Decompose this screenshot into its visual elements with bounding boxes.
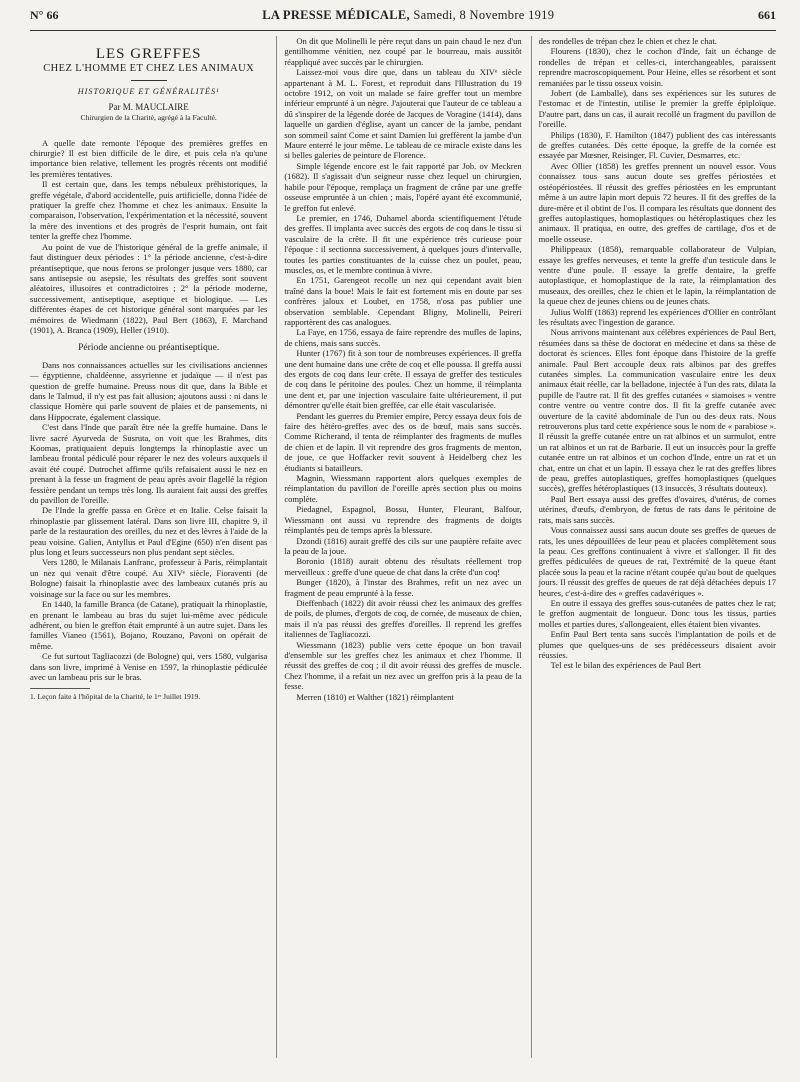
paragraph: Enfin Paul Bert tenta sans succès l'implantation de poils et de plumes que quelques-uns de ses prédécesseurs disaient avoir réussies. [538,629,776,660]
paragraph: De l'Inde la greffe passa en Grèce et en Italie. Celse faisait la rhinoplastie par glissement latéral. Dans son livre III, chapitre 9, il parle de la restauration des oreilles, du nez et des lèvres à l'aide de la peau voisine. Galien, Antyllus et Paul d'Egine (650) n'en disent pas plus long et leurs successeurs non plus pendant sept siècles. [30,505,268,558]
paragraph: A quelle date remonte l'époque des premières greffes en chirurgie? Il est bien difficile de le dire, et puis cela n'a qu'une importance bien relative, tellement les progrès récents ont modifié les premières tentatives. [30,137,268,179]
footnote: 1. Leçon faite à l'hôpital de la Charité, le 1ᵉʳ Juillet 1919. [30,692,201,702]
paragraph: Vers 1280, le Milanais Lanfranc, professeur à Paris, réimplantait un nez qui venait d'être coupé. Au XIVᵉ siècle, Fioraventi (de Bologne) faisait la rhinoplastie avec des lambeaux cutanés pris au voisinage sur la face ou sur les membres. [30,557,268,599]
paragraph: Merren (1810) et Walther (1821) réimplantent [296,691,454,702]
column-1 [30,36,267,1058]
paragraph: En outre il essaya des greffes sous-cutanées de pattes chez le rat; le greffon augmentait de longueur. Donc tous les tissus, parties molles et parties dures, s'allongeaient, elles étaient bien vivantes. [538,597,776,629]
paragraph: Nous arrivons maintenant aux célèbres expériences de Paul Bert, résumées dans sa thèse de doctorat en médecine et dans sa thèse de doctorat ès sciences. Elles font époque dans l'histoire de la greffe animale. Paul Bert accouple deux rats albinos par des greffes cutanées simples. La communication vasculaire entre les deux animaux était réelle, car la belladone, injectée à l'un des rats, dilata la pupille de l'autre rat. Il fit des greffes cutanées « siamoises » ventre contre ventre ou ventre contre dos. Il fit la greffe cutanée avec ouverture de la cavité abdominale de l'un ou des deux rats. Nous retrouverons plus tard cette expérience sous le nom de « parabiose ». Il réussit la greffe cutanée entre un rat albinos et un surmulot, entre un rat albinos et un rat de Barbarie. Il eut un insuccès pour la greffe cutanée entre un rat albinos et un cochon d'Inde, entre un rat et un chat, entre un chat et un lapin. Il essaya chez le rat des greffes libres de peau, greffes autoplastiques, greffes homoplastiques (quelques succès), greffes hétéroplastiques (13 insuccès, 3 résultats douteux). [538,327,776,494]
paragraph: Avec Ollier (1858) les greffes prennent un nouvel essor. Vous connaissez tous sans aucun doute ses greffes périostées et ostéopériostées. Il réussit des greffes périostées en les empruntant même à un autre lapin mort depuis 72 heures. Il fit des greffes de la dure-mère et il obtint de l'os. Il compara les résultats que donnent des greffes autoplastiques, homoplastiques ou hétéroplastiques chez les animaux. Il pratiqua, en outre, des greffes de cartilage, d'os et de moelle osseuse. [538,160,776,244]
author-name: Par M. MAUCLAIRE [108,101,189,112]
paragraph: Bunger (1820), à l'instar des Brahmes, refit un nez avec un fragment de peau emprunté à la fesse. [284,577,522,598]
issue-number: N° 66 [30,8,59,22]
article-subtitle: CHEZ L'HOMME ET CHEZ LES ANIMAUX [43,63,255,74]
footnote-rule [30,688,90,689]
paragraph: Tel est le bilan des expériences de Paul Bert [550,660,701,671]
paragraph: Jobert (de Lamballe), dans ses expériences sur les sutures de l'estomac et de l'intestin, utilise le premier la greffe épiploïque. D'autre part, dans un cas, il aurait recollé un fragment du pavillon de l'oreille. [538,88,776,130]
section-heading: Période ancienne ou préantiseptique. [78,342,220,354]
journal-title [262,8,554,23]
text-columns [30,36,776,1058]
masthead [30,8,776,31]
paragraph: En 1751, Garengeot recolle un nez qui cependant avait bien traîné dans la boue! Mais le fait est fortement mis en doute par ses confrères jaloux et Loubet, en 1758, n'osa pas publier une observation semblable. Cependant Bligny, Molinelli, Peireri rapportèrent des cas analogues. [284,275,522,327]
column-3 [531,36,776,1058]
issue-date: Samedi, 8 Novembre 1919 [413,8,555,22]
paragraph: La Faye, en 1756, essaya de faire reprendre des mufles de lapins, de chiens, mais sans succès. [284,327,522,348]
paragraph: Hunter (1767) fit à son tour de nombreuses expériences. Il greffa une dent humaine dans une crête de coq et elle poussa. Il greffa aussi des ergots de coq dans leur crête. Il essaya de greffer des testicules de coq dans le péritoine des poules. Chez un homme, il réimplanta une dent et, par une injection vasculaire faite ultérieurement, il put démontrer qu'elle était bien greffée, car elle était vascularisée. [284,348,522,411]
paragraph: Il est certain que, dans les temps nébuleux préhistoriques, la greffe végétale, d'abord accidentelle, puis artificielle, donna l'idée de pratiquer la greffe chez l'homme et chez les animaux. Ensuite la comparaison, l'observation, l'expérimentation et la nécessité, souvent la mère des inventions et des progrès de l'esprit humain, ont fait tenter la greffe chez l'homme. [30,179,268,242]
journal-name: LA PRESSE MÉDICALE, [262,8,410,22]
article-title: LES GREFFES [95,46,202,62]
page-number: 661 [758,8,776,22]
paragraph: Le premier, en 1746, Duhamel aborda scientifiquement l'étude des greffes. Il implanta avec succès des ergots de coq dans le tissu si vasculaire de la crête. Il fit une expérience très curieuse pour l'époque : il sectionna successivement, à quelques jours d'intervalle, toutes les parties constituantes de la cuisse chez un poulet, peau, muscles, os, et le membre continua à vivre. [284,212,522,275]
paragraph: Wiessmann (1823) publie vers cette époque un bon travail d'ensemble sur les greffes chez les animaux et chez l'homme. Il réussit des greffes de coq ; il dit avoir réussi des greffes de muscle. Chez l'homme, il a refait un nez avec un greffon pris à la peau de la fesse. [284,639,522,692]
paragraph: Ce fut surtout Tagliacozzi (de Bologne) qui, vers 1580, vulgarisa dans son livre, imprimé à Venise en 1597, la rhinoplastie pédiculée avec un lambeau pris sur le bras. [30,651,268,682]
paragraph: Dans nos connaissances actuelles sur les civilisations anciennes — égyptienne, chaldéenne, assyrienne et judaïque — il n'est pas question de greffe humaine. Preuss nous dit que, dans la Bible et dans le Talmud, il n'y est pas fait allusion; ajoutons aussi : ni dans le classique Homère qui parle souvent de plaies et de pansements, ni dans Hippocrate, également classique. [30,359,268,422]
paragraph: Flourens (1830), chez le cochon d'Inde, fait un échange de rondelles de trépan et celles-ci, interchangeables, paraissent reprendre macroscopiquement. Pour Heine, elles se résorbent et sont remaniées par le tissu osseux voisin. [538,46,776,88]
paragraph: Au point de vue de l'historique général de la greffe animale, il faut distinguer deux périodes : 1° la période ancienne, c'est-à-dire préantiseptique, que nous ferons se prolonger jusque vers 1880, car sans antisepsie ou asepsie, les résultats des greffes sont souvent aléatoires, illusoires et contradictoires ; 2° la période moderne, successivement, antiseptique, aseptique et biologique. — Les différentes étapes de cet historique général sont marquées par les mémoires de Wiedmann (1822), Paul Bert (1863), F. Marchand (1901), A. Branca (1909), Heller (1910). [30,241,268,335]
paragraph: des rondelles de trépan chez le chien et chez le chat. [538,36,717,46]
author-affiliation: Chirurgien de la Charité, agrégé à la Faculté. [80,113,217,123]
paragraph: Vous connaissez aussi sans aucun doute ses greffes de queues de rats, les unes dépouillées de leur peau et placées complètement sous la peau. Ces greffons continuaient à vivre et s'allonger. Il fit des greffes pédiculées de queues de rat, l'extrémité de la queue étant placée sous la peau et la racine n'étant coupée qu'au bout de quelques jours. Il réussit des greffes de queues de rat déjà détachées depuis 17 heures, c'est-à-dire des « greffes cadavériques ». [538,525,776,598]
paragraph: Boronio (1818) aurait obtenu des résultats réellement trop merveilleux : greffe d'une queue de chat dans la crête d'un coq! [284,556,522,577]
paragraph: En 1440, la famille Branca (de Catane), pratiquait la rhinoplastie, en prenant le lambeau au bras du sujet lui-même avec pédicule adhérent, ou bien le greffon était emprunté à un autre sujet. Dans les familles Vianeo (1561), Bojano, Rouzano, Pavoni on opérait de même. [30,599,268,651]
paragraph: Laissez-moi vous dire que, dans un tableau du XIVᵉ siècle appartenant à M. L. Forest, et reproduit dans l'Illustration du 19 octobre 1912, on voit un malade se faire greffer tout un membre inférieur emprunté à un nègre. J'ajouterai que l'auteur de ce tableau a dû s'inspirer de la légende dorée de Jacques de Voragine (1414), dans laquelle un gardien d'église, ayant un cancer de la jambe, pendant son sommeil saint Come et saint Damien lui greffèrent la jambe d'un Maure enterré le jour même. Le tableau de ce miracle existe dans les si belles galeries de peinture de Florence. [284,67,522,161]
paragraph: On dit que Molinelli le père reçut dans un pain chaud le nez d'un gentilhomme vénitien, nez coupé par le bourreau, mais aussitôt réappliqué avec succès par le chirurgien. [284,36,522,67]
paragraph: C'est dans l'Inde que paraît être née la greffe humaine. Dans le livre sacré Ayurveda de Susruta, on voit que les Brahmes, dits Koomas, pratiquaient depuis longtemps la rhinoplastie avec un lambeau frontal pédiculé pour réparer le nez des voleurs auxquels il avait été coupé. Dutrochet affirme qu'ils refaisaient aussi le nez en prenant à la fesse un fragment de peau après avoir flagellé la région fessière pendant un temps très long. Ils auraient fait aussi des greffes du pavillon de l'oreille. [30,422,268,506]
paragraph: Dieffenbach (1822) dit avoir réussi chez les animaux des greffes de poils, de plumes, d'ergots de coq, de cornée, de museaux de chien, mais il n'a pas réussi des greffes d'oreilles. Il reprend les greffes italiennes de Tagliacozzi. [284,597,522,640]
newspaper-page [10,0,790,1062]
paragraph: Pendant les guerres du Premier empire, Percy essaya deux fois de faire des hétéro-greffes avec des os de bœuf, mais sans succès. Comme Richerand, il tenta de réimplanter des fragments de mufles de chien et de lapin. Il vit reprendre des gros fragments de menton, de joue, ce que Hoffacker revit souvent à Heidelberg chez les étudiants si batailleurs. [284,410,522,473]
title-rule [131,80,167,81]
paragraph: Philippeaux (1858), remarquable collaborateur de Vulpian, essaye les greffes nerveuses, et tente la greffe d'un testicule dans le ventre d'une poule. Il essaye la greffe dentaire, la greffe autoplastique, et homoplastique de la rate, la réimplantation des museaux, des oreilles, chez le chien et le lapin, la réimplantation de la queue chez de jeunes chiens ou de jeunes chats. [538,244,776,307]
paragraph: Piedagnel, Espagnol, Bossu, Hunter, Fleurant, Balfour, Wiessmann ont aussi vu reprendre des fragments de doigts réimplantés peu de temps après la blessure. [284,504,522,536]
paragraph: Simple légende encore est le fait rapporté par Job. ov Meckren (1682). Il s'agissait d'un seigneur russe chez lequel un chirurgien, habile pour l'époque, remplaça un fragment de crâne par une greffe osseuse empruntée à un chien ; mais, l'opéré ayant été excommunié, le greffon fut enlevé. [284,160,522,213]
paragraph: Magnin, Wiessmann rapportent alors quelques exemples de réimplantation du pavillon de l'oreille après section plus ou moins complète. [284,473,522,504]
column-2 [276,36,521,1058]
paragraph: Paul Bert essaya aussi des greffes d'ovaires, d'utérus, de cornes utérines, d'œufs, d'embryon, de fœtus de rats dans le péritoine de rats, mais sans succès. [538,493,776,525]
article-historique: HISTORIQUE ET GÉNÉRALITÉS¹ [77,87,220,97]
paragraph: Philips (1830), F. Hamilton (1847) publient des cas intéressants de greffes cutanées. Dès cette époque, la greffe de la cornée est essayée par Mœsner, Reisinger, Fl. Cuvier, Desmarres, etc. [538,129,776,161]
paragraph: Julius Wolff (1863) reprend les expériences d'Ollier en contrôlant les résultats avec l'ingestion de garance. [538,306,776,327]
paragraph: Dzondi (1816) aurait greffé des cils sur une paupière refaite avec la peau de la joue. [284,535,522,556]
